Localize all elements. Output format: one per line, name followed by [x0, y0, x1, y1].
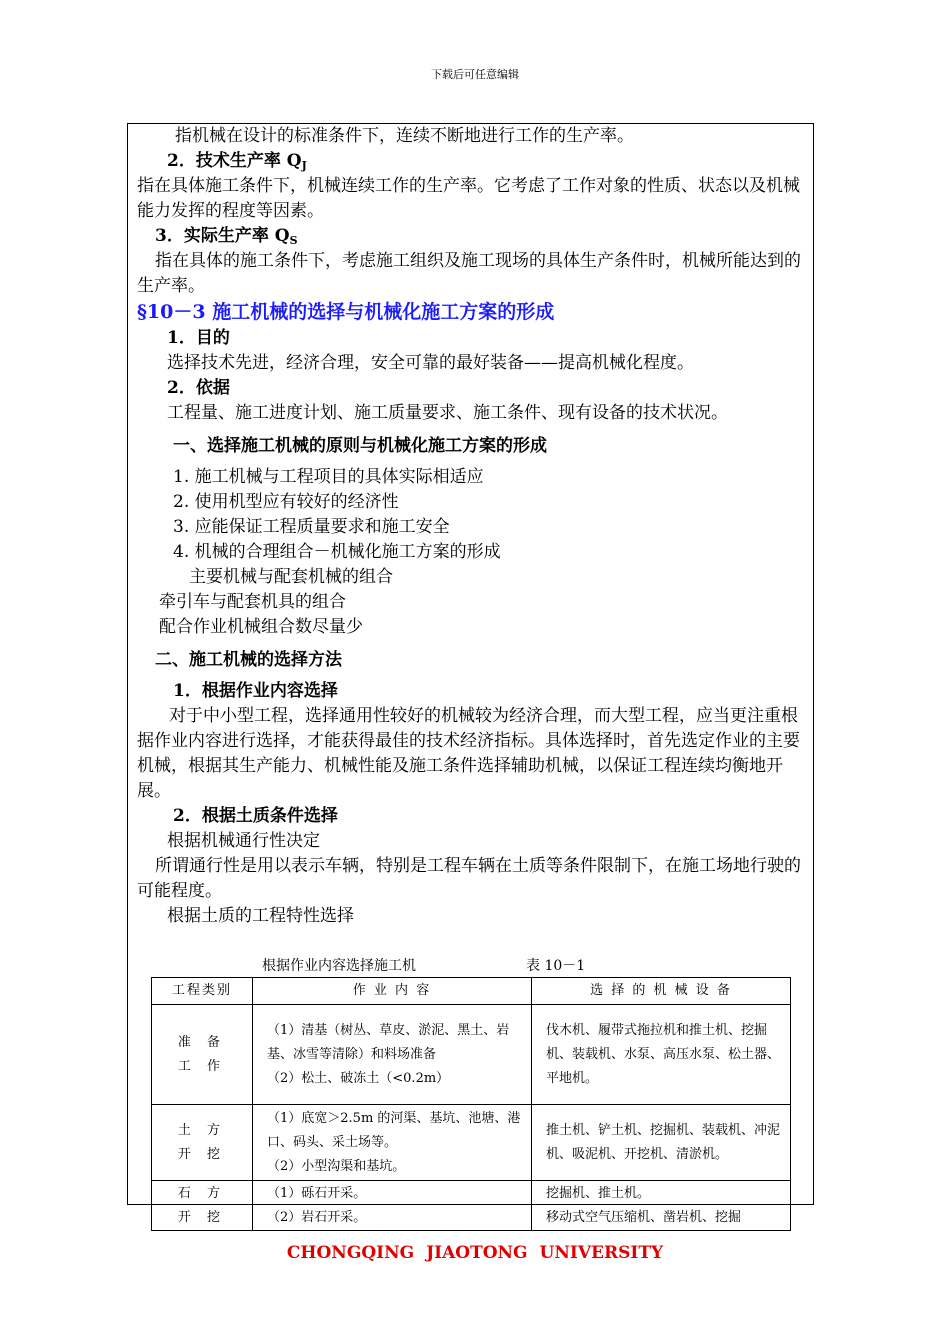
machine-selection-table — [151, 977, 791, 1231]
list-item: 主要机械与配套机械的组合 — [189, 567, 393, 587]
column-header: 作 业 内 容 — [253, 978, 532, 1005]
heading-part-one: 一、选择施工机械的原则与机械化施工方案的形成 — [173, 436, 547, 456]
heading-basis: 2．依据 — [167, 378, 230, 398]
heading-purpose: 1．目的 — [167, 328, 230, 348]
work-cell: （1）砾石开采。 （2）岩石开采。 — [253, 1181, 532, 1231]
heading-actual-productivity: 3．实际生产率 $Q_S$ — [155, 226, 298, 247]
equipment-cell: 推土机、铲土机、挖掘机、装载机、冲泥机、吸泥机、开挖机、清淤机。 — [532, 1105, 791, 1181]
university-footer: CHONGQING JIAOTONG UNIVERSITY — [286, 1243, 664, 1263]
paragraph: 指在具体施工条件下，机械连续工作的生产率。它考虑了工作对象的性质、状态以及机械能力发挥的程度等因素。 — [137, 176, 800, 221]
heading-technical-productivity: 2．技术生产率 $Q_J$ — [167, 151, 307, 172]
table-row — [152, 1105, 791, 1181]
list-item: 配合作业机械组合数尽量少 — [159, 617, 363, 637]
table-row — [152, 1005, 791, 1105]
list-item: 牵引车与配套机具的组合 — [159, 592, 346, 612]
heading-method-one: 1．根据作业内容选择 — [173, 681, 338, 701]
paragraph: 指在具体的施工条件下，考虑施工组织及施工现场的具体生产条件时，机械所能达到的生产率。 — [137, 251, 801, 296]
column-header: 工程类别 — [152, 978, 253, 1005]
table-row — [152, 1181, 791, 1231]
heading-method-two: 2．根据土质条件选择 — [173, 806, 338, 826]
table-caption: 根据作业内容选择施工机 表 10－1 — [262, 955, 416, 975]
paragraph: 根据机械通行性决定 — [167, 831, 320, 851]
table-header-row — [152, 978, 791, 1005]
work-cell: （1）清基（树丛、草皮、淤泥、黑土、岩基、冰雪等清除）和料场准备 （2）松土、破冻土（<0.2m） — [253, 1005, 532, 1105]
list-item: 4. 机械的合理组合－机械化施工方案的形成 — [173, 542, 501, 562]
paragraph: 根据土质的工程特性选择 — [167, 906, 354, 926]
list-item: 2. 使用机型应有较好的经济性 — [173, 492, 399, 512]
header-note: 下载后可任意编辑 — [431, 68, 519, 81]
equipment-cell: 伐木机、履带式拖拉机和推土机、挖掘机、装载机、水泵、高压水泵、松土器、平地机。 — [532, 1005, 791, 1105]
category-cell: 土 方 开 挖 — [152, 1105, 253, 1181]
paragraph: 工程量、施工进度计划、施工质量要求、施工条件、现有设备的技术状况。 — [167, 403, 728, 423]
paragraph: 对于中小型工程，选择通用性较好的机械较为经济合理，而大型工程，应当更注重根据作业内容进行选择，才能获得最佳的技术经济指标。具体选择时，首先选定作业的主要机械，根据其生产能力、机械性能及施工条件选择辅助机械，以保证工程连续均衡地开展。 — [137, 706, 800, 801]
work-cell: （1）底宽＞2.5m 的河渠、基坑、池塘、港口、码头、采土场等。 （2）小型沟渠和基坑。 — [253, 1105, 532, 1181]
paragraph: 选择技术先进，经济合理，安全可靠的最好装备——提高机械化程度。 — [167, 353, 694, 373]
document-body — [137, 124, 809, 929]
list-item: 3. 应能保证工程质量要求和施工安全 — [173, 517, 450, 537]
category-cell: 准 备 工 作 — [152, 1005, 253, 1105]
paragraph: 指机械在设计的标准条件下，连续不断地进行工作的生产率。 — [175, 126, 634, 146]
table-number: 表 10－1 — [526, 958, 586, 974]
paragraph: 所谓通行性是用以表示车辆，特别是工程车辆在土质等条件限制下，在施工场地行驶的可能程度。 — [137, 856, 801, 901]
list-item: 1. 施工机械与工程项目的具体实际相适应 — [173, 467, 484, 487]
category-cell: 石 方 开 挖 — [152, 1181, 253, 1231]
equipment-cell: 挖掘机、推土机。 移动式空气压缩机、凿岩机、挖掘 — [532, 1181, 791, 1231]
section-title: §10－3 施工机械的选择与机械化施工方案的形成 — [137, 301, 555, 323]
column-header: 选 择 的 机 械 设 备 — [532, 978, 791, 1005]
heading-part-two: 二、施工机械的选择方法 — [155, 650, 342, 670]
